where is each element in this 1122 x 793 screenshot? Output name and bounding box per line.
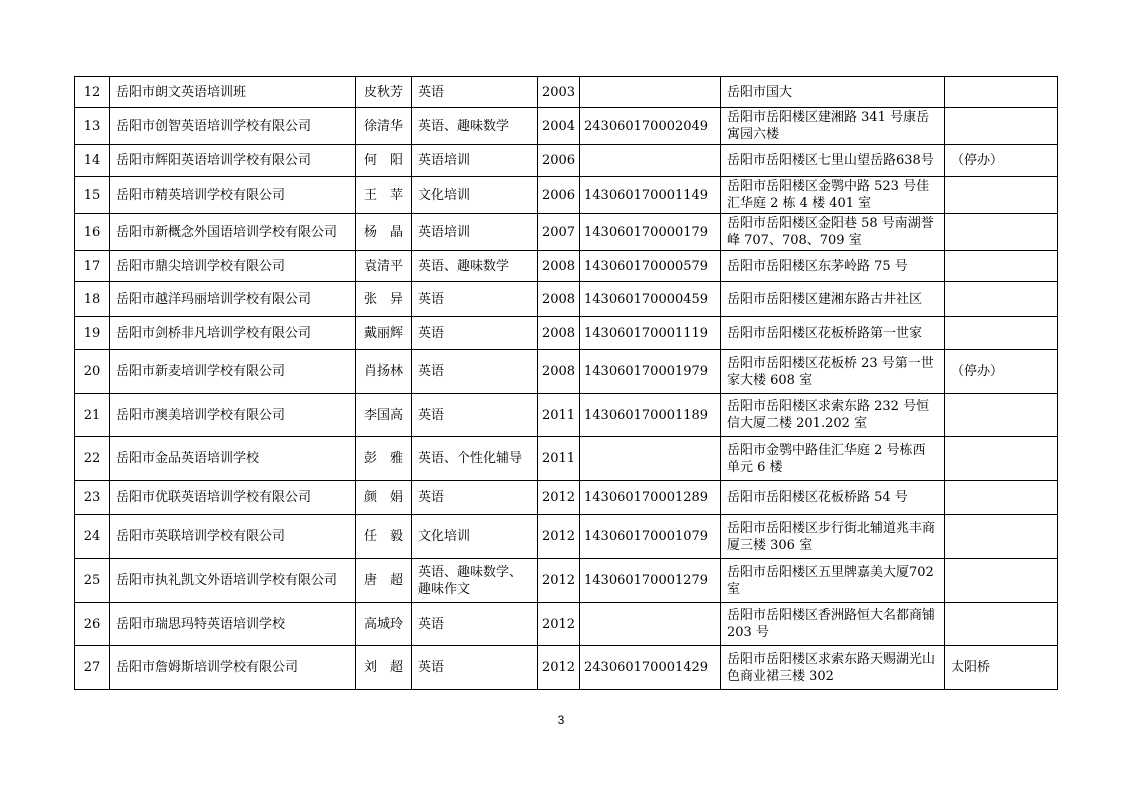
license-number-cell xyxy=(580,603,721,646)
course-type-cell: 英语培训 xyxy=(412,145,538,177)
row-number-cell: 12 xyxy=(75,77,110,108)
row-number-cell: 16 xyxy=(75,214,110,251)
founding-year-cell: 2012 xyxy=(538,603,580,646)
table-row xyxy=(75,77,1058,108)
remark-cell xyxy=(945,394,1058,437)
remark-cell xyxy=(945,214,1058,251)
row-number-cell: 26 xyxy=(75,603,110,646)
course-type-cell: 英语、趣味数学、趣味作文 xyxy=(412,559,538,603)
table-row xyxy=(75,145,1058,177)
school-name-cell: 岳阳市新麦培训学校有限公司 xyxy=(110,350,356,394)
school-address-cell: 岳阳市岳阳楼区香洲路恒大名都商铺 203 号 xyxy=(721,603,945,646)
founding-year-cell: 2003 xyxy=(538,77,580,108)
remark-cell xyxy=(945,282,1058,317)
license-number-cell: 143060170001189 xyxy=(580,394,721,437)
responsible-person-cell: 任 毅 xyxy=(356,515,412,559)
remark-cell xyxy=(945,481,1058,515)
remark-cell: （停办） xyxy=(945,350,1058,394)
school-address-cell: 岳阳市岳阳楼区花板桥 23 号第一世家大楼 608 室 xyxy=(721,350,945,394)
table-row xyxy=(75,214,1058,251)
remark-cell xyxy=(945,108,1058,145)
license-number-cell: 143060170000459 xyxy=(580,282,721,317)
responsible-person-cell: 张 异 xyxy=(356,282,412,317)
row-number-cell: 19 xyxy=(75,317,110,350)
founding-year-cell: 2008 xyxy=(538,317,580,350)
school-name-cell: 岳阳市英联培训学校有限公司 xyxy=(110,515,356,559)
table-row xyxy=(75,177,1058,214)
responsible-person-cell: 皮秋芳 xyxy=(356,77,412,108)
row-number-cell: 21 xyxy=(75,394,110,437)
table-row xyxy=(75,603,1058,646)
remark-cell xyxy=(945,603,1058,646)
school-name-cell: 岳阳市辉阳英语培训学校有限公司 xyxy=(110,145,356,177)
school-name-cell: 岳阳市执礼凯文外语培训学校有限公司 xyxy=(110,559,356,603)
row-number-cell: 15 xyxy=(75,177,110,214)
license-number-cell xyxy=(580,145,721,177)
license-number-cell: 143060170001149 xyxy=(580,177,721,214)
school-name-cell: 岳阳市创智英语培训学校有限公司 xyxy=(110,108,356,145)
row-number-cell: 25 xyxy=(75,559,110,603)
school-name-cell: 岳阳市鼎尖培训学校有限公司 xyxy=(110,251,356,282)
course-type-cell: 英语 xyxy=(412,350,538,394)
table-row xyxy=(75,437,1058,481)
school-name-cell: 岳阳市澳美培训学校有限公司 xyxy=(110,394,356,437)
license-number-cell xyxy=(580,437,721,481)
founding-year-cell: 2008 xyxy=(538,282,580,317)
license-number-cell: 143060170001279 xyxy=(580,559,721,603)
responsible-person-cell: 颜 娟 xyxy=(356,481,412,515)
license-number-cell: 243060170002049 xyxy=(580,108,721,145)
course-type-cell: 英语、个性化辅导 xyxy=(412,437,538,481)
page-number: 3 xyxy=(557,713,565,727)
founding-year-cell: 2012 xyxy=(538,559,580,603)
responsible-person-cell: 王 苹 xyxy=(356,177,412,214)
school-name-cell: 岳阳市新概念外国语培训学校有限公司 xyxy=(110,214,356,251)
responsible-person-cell: 肖扬林 xyxy=(356,350,412,394)
license-number-cell: 143060170001979 xyxy=(580,350,721,394)
table-row xyxy=(75,481,1058,515)
founding-year-cell: 2011 xyxy=(538,437,580,481)
course-type-cell: 英语 xyxy=(412,317,538,350)
remark-cell: 太阳桥 xyxy=(945,646,1058,690)
founding-year-cell: 2011 xyxy=(538,394,580,437)
responsible-person-cell: 彭 雅 xyxy=(356,437,412,481)
school-address-cell: 岳阳市国大 xyxy=(721,77,945,108)
row-number-cell: 24 xyxy=(75,515,110,559)
row-number-cell: 13 xyxy=(75,108,110,145)
remark-cell xyxy=(945,77,1058,108)
table-row xyxy=(75,317,1058,350)
school-name-cell: 岳阳市金品英语培训学校 xyxy=(110,437,356,481)
license-number-cell: 143060170001289 xyxy=(580,481,721,515)
school-name-cell: 岳阳市精英培训学校有限公司 xyxy=(110,177,356,214)
row-number-cell: 17 xyxy=(75,251,110,282)
table-row xyxy=(75,646,1058,690)
school-address-cell: 岳阳市岳阳楼区建湘东路古井社区 xyxy=(721,282,945,317)
founding-year-cell: 2007 xyxy=(538,214,580,251)
responsible-person-cell: 袁清平 xyxy=(356,251,412,282)
table-row xyxy=(75,394,1058,437)
founding-year-cell: 2006 xyxy=(538,145,580,177)
remark-cell: （停办） xyxy=(945,145,1058,177)
table-body xyxy=(75,77,1058,690)
school-name-cell: 岳阳市剑桥非凡培训学校有限公司 xyxy=(110,317,356,350)
responsible-person-cell: 徐清华 xyxy=(356,108,412,145)
course-type-cell: 英语 xyxy=(412,603,538,646)
license-number-cell: 143060170001079 xyxy=(580,515,721,559)
remark-cell xyxy=(945,251,1058,282)
founding-year-cell: 2008 xyxy=(538,251,580,282)
school-address-cell: 岳阳市岳阳楼区东茅岭路 75 号 xyxy=(721,251,945,282)
school-address-cell: 岳阳市岳阳楼区五里牌嘉美大厦702 室 xyxy=(721,559,945,603)
responsible-person-cell: 杨 晶 xyxy=(356,214,412,251)
remark-cell xyxy=(945,177,1058,214)
table-row xyxy=(75,282,1058,317)
school-name-cell: 岳阳市越洋玛丽培训学校有限公司 xyxy=(110,282,356,317)
responsible-person-cell: 刘 超 xyxy=(356,646,412,690)
course-type-cell: 英语 xyxy=(412,282,538,317)
school-registry-table xyxy=(74,76,1058,690)
school-address-cell: 岳阳市岳阳楼区花板桥路 54 号 xyxy=(721,481,945,515)
license-number-cell xyxy=(580,77,721,108)
row-number-cell: 22 xyxy=(75,437,110,481)
remark-cell xyxy=(945,515,1058,559)
founding-year-cell: 2006 xyxy=(538,177,580,214)
school-address-cell: 岳阳市岳阳楼区金阳巷 58 号南湖誉峰 707、708、709 室 xyxy=(721,214,945,251)
course-type-cell: 英语 xyxy=(412,646,538,690)
founding-year-cell: 2008 xyxy=(538,350,580,394)
table-row xyxy=(75,251,1058,282)
school-address-cell: 岳阳市金鹗中路佳汇华庭 2 号栋西单元 6 楼 xyxy=(721,437,945,481)
table-row xyxy=(75,350,1058,394)
school-name-cell: 岳阳市朗文英语培训班 xyxy=(110,77,356,108)
responsible-person-cell: 李国高 xyxy=(356,394,412,437)
table-row xyxy=(75,108,1058,145)
license-number-cell: 143060170000179 xyxy=(580,214,721,251)
course-type-cell: 英语培训 xyxy=(412,214,538,251)
founding-year-cell: 2012 xyxy=(538,481,580,515)
school-address-cell: 岳阳市岳阳楼区金鹗中路 523 号佳汇华庭 2 栋 4 楼 401 室 xyxy=(721,177,945,214)
founding-year-cell: 2012 xyxy=(538,515,580,559)
course-type-cell: 英语 xyxy=(412,481,538,515)
remark-cell xyxy=(945,559,1058,603)
course-type-cell: 文化培训 xyxy=(412,515,538,559)
school-address-cell: 岳阳市岳阳楼区七里山望岳路638号 xyxy=(721,145,945,177)
remark-cell xyxy=(945,317,1058,350)
school-address-cell: 岳阳市岳阳楼区步行街北辅道兆丰商厦三楼 306 室 xyxy=(721,515,945,559)
row-number-cell: 14 xyxy=(75,145,110,177)
responsible-person-cell: 唐 超 xyxy=(356,559,412,603)
school-address-cell: 岳阳市岳阳楼区建湘路 341 号康岳寓园六楼 xyxy=(721,108,945,145)
course-type-cell: 英语 xyxy=(412,77,538,108)
school-address-cell: 岳阳市岳阳楼区求索东路 232 号恒信大厦二楼 201.202 室 xyxy=(721,394,945,437)
course-type-cell: 文化培训 xyxy=(412,177,538,214)
course-type-cell: 英语、趣味数学 xyxy=(412,251,538,282)
course-type-cell: 英语 xyxy=(412,394,538,437)
table-row xyxy=(75,559,1058,603)
table-row xyxy=(75,515,1058,559)
row-number-cell: 20 xyxy=(75,350,110,394)
responsible-person-cell: 戴丽辉 xyxy=(356,317,412,350)
school-name-cell: 岳阳市优联英语培训学校有限公司 xyxy=(110,481,356,515)
license-number-cell: 243060170001429 xyxy=(580,646,721,690)
founding-year-cell: 2004 xyxy=(538,108,580,145)
school-name-cell: 岳阳市詹姆斯培训学校有限公司 xyxy=(110,646,356,690)
row-number-cell: 18 xyxy=(75,282,110,317)
row-number-cell: 27 xyxy=(75,646,110,690)
course-type-cell: 英语、趣味数学 xyxy=(412,108,538,145)
responsible-person-cell: 何 阳 xyxy=(356,145,412,177)
school-name-cell: 岳阳市瑞思玛特英语培训学校 xyxy=(110,603,356,646)
responsible-person-cell: 高城玲 xyxy=(356,603,412,646)
founding-year-cell: 2012 xyxy=(538,646,580,690)
license-number-cell: 143060170001119 xyxy=(580,317,721,350)
school-address-cell: 岳阳市岳阳楼区求索东路天赐湖光山色商业裙三楼 302 xyxy=(721,646,945,690)
license-number-cell: 143060170000579 xyxy=(580,251,721,282)
remark-cell xyxy=(945,437,1058,481)
school-address-cell: 岳阳市岳阳楼区花板桥路第一世家 xyxy=(721,317,945,350)
row-number-cell: 23 xyxy=(75,481,110,515)
